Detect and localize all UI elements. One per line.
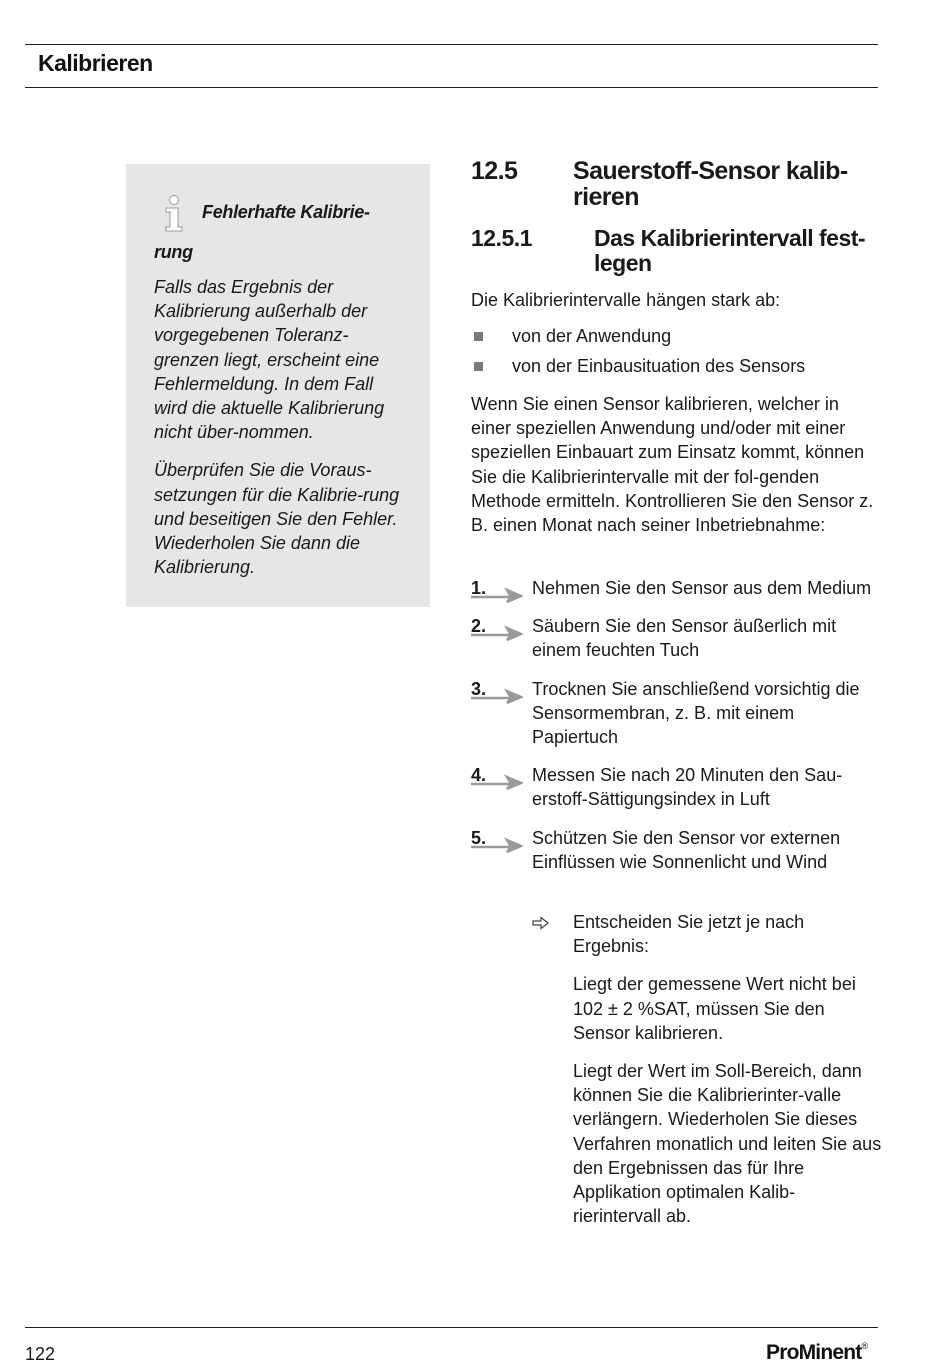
step-list (471, 576, 881, 888)
step-number: 3. (471, 678, 487, 699)
step-text: Nehmen Sie den Sensor aus dem Medium (532, 578, 872, 598)
result-paragraph-2: Liegt der Wert im Soll-Bereich, dann können Sie die Kalibrierinter-valle verlängern. Wiederholen Sie dieses Verfahren monatlich und leiten Sie aus den Ergebnissen das für Ihre Applikation optimalen Kalib-rierintervall ab. (573, 1061, 882, 1227)
section-number: 12.5 (471, 157, 518, 185)
subsection-title: Das Kalibrierintervall fest-legen (594, 225, 866, 276)
step-number: 4. (471, 765, 487, 786)
logo-text: ProMinent (766, 1341, 862, 1364)
intro-text: Die Kalibrierintervalle hängen stark ab: (471, 290, 781, 310)
step-text: Schützen Sie den Sensor vor externen Einflüssen wie Sonnenlicht und Wind (532, 827, 841, 872)
result-block (532, 910, 882, 1228)
step-text: Trocknen Sie anschließend vorsichtig die Sensormembran, z. B. mit einem Papiertuch (532, 678, 860, 748)
page-number: 122 (25, 1344, 56, 1364)
section-title: Sauerstoff-Sensor kalib-rieren (573, 157, 848, 211)
prominent-logo (766, 1341, 868, 1365)
header-rule-top (25, 44, 878, 45)
method-paragraph: Wenn Sie einen Sensor kalibrieren, welcher in einer speziellen Anwendung und/oder mit einer speziellen Einbauart zum Einsatz kommt, können Sie die Kalibrierintervalle mit der fol-genden Methode ermitteln. Kontrollieren Sie den Sensor z. B. einen Monat nach seiner Inbetriebnahme: (471, 394, 874, 536)
info-paragraph-2: Überprüfen Sie die Voraus-setzungen für die Kalibrie-rung und beseitigen Sie den Fehler. Wiederholen Sie dann die Kalibrierung. (154, 460, 400, 578)
result-lead: Entscheiden Sie jetzt je nach Ergebnis: (573, 912, 805, 957)
square-bullet-icon (474, 332, 483, 341)
step-number: 5. (471, 827, 487, 848)
info-paragraph-1: Falls das Ergebnis der Kalibrierung außerhalb der vorgegebenen Toleranz-grenzen liegt, erscheint eine Fehlermeldung. In dem Fall wird die aktuelle Kalibrierung nicht über-nommen. (154, 277, 385, 443)
step-number: 2. (471, 616, 487, 637)
step-item (471, 763, 881, 811)
result-paragraph-1: Liegt der gemessene Wert nicht bei 102 ± 2 %SAT, müssen Sie den Sensor kalibrieren. (573, 974, 856, 1043)
footer-rule (25, 1327, 878, 1328)
step-text: Säubern Sie den Sensor äußerlich mit einem feuchten Tuch (532, 616, 837, 661)
registered-mark: ® (861, 1341, 869, 1351)
list-item: von der Einbausituation des Sensors (471, 354, 881, 378)
info-note-title (154, 194, 404, 267)
info-note-box (126, 164, 430, 607)
info-icon (154, 194, 194, 234)
square-bullet-icon (474, 362, 483, 371)
step-item (471, 826, 881, 874)
info-title-line1: Fehlerhafte Kalibrie- (202, 202, 370, 222)
step-number: 1. (471, 578, 487, 598)
step-item (471, 614, 881, 662)
result-arrow-icon (532, 916, 550, 930)
step-item (471, 677, 881, 750)
header-rule-bottom (25, 87, 878, 88)
bullet-list (471, 324, 881, 384)
page-header-title: Kalibrieren (38, 50, 153, 76)
step-text: Messen Sie nach 20 Minuten den Sau-erstoff-Sättigungsindex in Luft (532, 765, 843, 810)
step-item (471, 576, 881, 600)
info-title-line2: rung (154, 242, 193, 262)
list-item: von der Anwendung (471, 324, 881, 348)
subsection-number: 12.5.1 (471, 225, 532, 251)
